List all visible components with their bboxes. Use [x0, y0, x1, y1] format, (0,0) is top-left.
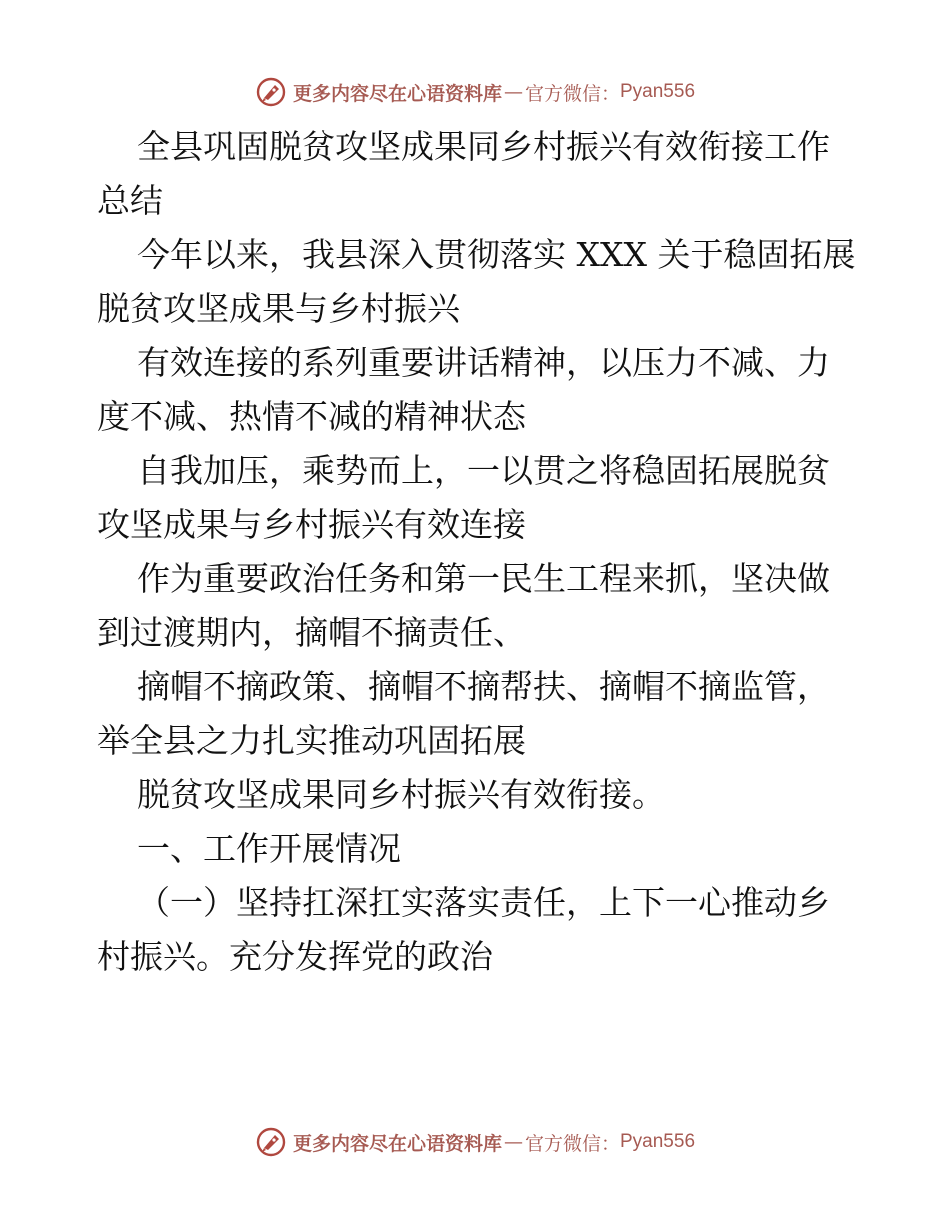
pen-nib-logo-icon — [255, 1126, 287, 1158]
wechat-id: Pyan556 — [620, 1131, 696, 1152]
separator: — — [503, 81, 523, 103]
site-name: 更多内容尽在心语资料库 — [292, 82, 502, 105]
document-title: 全县巩固脱贫攻坚成果同乡村振兴有效衔接工作总结 — [97, 127, 830, 220]
paragraph: 有效连接的系列重要讲话精神，以压力不减、力度不减、热情不减的精神状态 — [97, 343, 830, 436]
wechat-id: Pyan556 — [620, 81, 696, 102]
footer-banner — [0, 1122, 950, 1162]
section-heading: 一、工作开展情况 — [137, 829, 401, 868]
wechat-label: 官方微信： — [524, 82, 620, 105]
paragraph: 摘帽不摘政策、摘帽不摘帮扶、摘帽不摘监管，举全县之力扎实推动巩固拓展 — [97, 667, 830, 760]
separator: — — [503, 1131, 523, 1153]
paragraph: 作为重要政治任务和第一民生工程来抓，坚决做到过渡期内，摘帽不摘责任、 — [97, 559, 830, 652]
paragraph: （一）坚持扛深扛实落实责任，上下一心推动乡村振兴。充分发挥党的政治 — [97, 883, 830, 976]
paragraph: 今年以来，我县深入贯彻落实 XXX 关于稳固拓展脱贫攻坚成果与乡村振兴 — [97, 235, 856, 328]
paragraph: 自我加压，乘势而上，一以贯之将稳固拓展脱贫攻坚成果与乡村振兴有效连接 — [97, 451, 830, 544]
wechat-label: 官方微信： — [524, 1132, 620, 1155]
header-banner — [0, 72, 950, 112]
pen-nib-logo-icon — [255, 76, 287, 108]
document-body — [97, 120, 857, 984]
paragraph: 脱贫攻坚成果同乡村振兴有效衔接。 — [137, 775, 665, 814]
site-name: 更多内容尽在心语资料库 — [292, 1132, 502, 1155]
